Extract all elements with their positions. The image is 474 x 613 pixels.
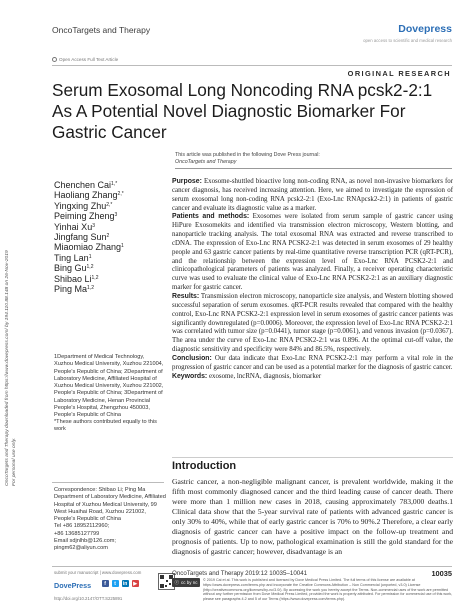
- publication-note-line: This article was published in the following Dove Press journal:: [175, 152, 320, 158]
- abstract-divider: [175, 168, 452, 169]
- author-affiliation-marker: 2,*: [117, 191, 124, 198]
- abstract: [172, 178, 453, 381]
- facebook-icon[interactable]: f: [102, 580, 109, 587]
- twitter-icon[interactable]: t: [112, 580, 119, 587]
- publisher-logo[interactable]: Dovepress: [398, 23, 452, 35]
- author-affiliation-marker: 3: [92, 222, 95, 229]
- youtube-icon[interactable]: ▶: [133, 580, 138, 587]
- author-affiliation-marker: 1: [121, 243, 124, 250]
- author-affiliation-marker: 2,*: [106, 201, 113, 208]
- footer-left: [54, 570, 164, 601]
- author-name: Chenchen Cai$^{1,*}$: [54, 180, 118, 190]
- download-watermark: [4, 118, 16, 486]
- header-divider: [52, 65, 452, 66]
- license-text: © 2019 Cai et al. This work is published and licensed by Dove Medical Press Limited. The full terms of this license are available at https://www.dovepress.com/terms.php and incorporate the Creative Commons Attribution – Non Commercial (unported, v3.0) License (http://creativecommons.org/licenses/by-nc/3.0/). By accessing the work you hereby accept the Terms. Non-commercial uses of the work are permitted without any further permission from Dove Medical Press Limited, provided the work is properly attributed. For permission for commercial use of this work, please see paragraphs 4.2 and 5 of our Terms (https://www.dovepress.com/terms.php).: [203, 578, 453, 602]
- author-affiliation-marker: 1,2: [87, 285, 94, 292]
- author-name: Ping Ma$^{1,2}$: [54, 284, 94, 295]
- author-name: Yingxing Zhu$^{2,*}$: [54, 200, 113, 211]
- correspondence: Correspondence: Shibao Li; Ping Ma Department of Laboratory Medicine, Affiliated Hospital of Xuzhou Medical University, 99 West Huaihai Road, Xuzhou 221002, People's Republic of China Tel +86 18952112960; +86 13685127799 Email sdjnlhb@126.com; pingm62@aliyun.com: [54, 487, 166, 552]
- author-affiliation-marker: 2: [106, 233, 110, 240]
- watermark-line-2: For personal use only.: [12, 437, 17, 486]
- page-number: 10035: [431, 569, 452, 578]
- author-name: Ting Lan$^1$: [54, 252, 92, 263]
- watermark-line-1: OncoTargets and Therapy downloaded from https://www.dovepress.com/ by 194.110.88.148 on 26-Nov-2019: [5, 250, 10, 486]
- author-name: Haoliang Zhang$^{2,*}$: [54, 190, 124, 201]
- publisher-tagline: open access to scientific and medical research: [363, 38, 452, 43]
- correspondence-divider: [52, 482, 164, 483]
- article-title: Serum Exosomal Long Noncoding RNA pcsk2-2:1 As A Potential Novel Diagnostic Biomarker For Gastric Cancer: [52, 80, 433, 142]
- author-name: Shibao Li$^{1,2}$: [54, 273, 99, 284]
- journal-name: OncoTargets and Therapy: [52, 25, 151, 35]
- footer-divider: [52, 566, 452, 567]
- author-affiliation-marker: 1,2: [91, 274, 99, 281]
- open-access-label: [52, 57, 118, 62]
- cc-license-badge[interactable]: [172, 578, 200, 587]
- author-name: Yinhai Xu$^3$: [54, 221, 95, 232]
- linkedin-icon[interactable]: in: [122, 580, 128, 587]
- section-heading: Introduction: [172, 460, 237, 472]
- intro-paragraph: Gastric cancer, a non-negligible malignant cancer, is prevalent worldwide, making it the fifth most commonly diagnosed cancer and the third leading cause of cancer death. There were more than 1 million new cases in 2018, causing approximately 783,000 deaths.1 Clinical data show that the 5-year survival rate of patients with advanced gastric cancer is only 30% to 40%, while that of early gastric cancer is 70% to 90%.2 Therefore, a clear early diagnosis of gastric cancer can have a positive impact on the follow-up treatment and prognosis of patients. Up to now, pathological examination is still the gold standard for the diagnosis of gastric cancer; however, disadvantage is an: [172, 477, 453, 556]
- affiliations: 1Department of Medical Technology, Xuzhou Medical University, Xuzhou 221004, People's Republic of China; 2Department of Laboratory Medicine, Affiliated Hospital of Xuzhou Medical University, Xuzhou 221002, People's Republic of China; 3Department of Laboratory Medicine, Henan Provincial People's Hospital, Zhengzhou 450003, People's Republic of China: [54, 354, 164, 419]
- footer-citation: OncoTargets and Therapy 2019:12 10035–10041: [172, 570, 308, 577]
- open-access-icon: [52, 57, 57, 62]
- author-name: Bing Gu$^{1,2}$: [54, 263, 94, 274]
- abstract-keywords: Keywords: exosome, lncRNA, diagnosis, biomarker: [172, 372, 322, 380]
- author-affiliation-marker: 1,*: [111, 181, 118, 187]
- abstract-purpose: Purpose: Exosome-shuttled bioactive long non-coding RNA, as novel non-invasive biomarkers for cancer diagnosis, has received increasing attention. Here, we aimed to investigate the expression of serum exosomal long non-coding RNA pcsk2-2:1 (Exo-Lnc RNApcsk2-2:1) in patients of gastric cancer and evaluate its diagnostic value as a marker.: [172, 178, 453, 212]
- author-list: [54, 180, 124, 294]
- author-affiliation-marker: 1,2: [86, 264, 94, 271]
- author-affiliation-marker: 1: [88, 253, 92, 260]
- author-name: Peiming Zheng$^3$: [54, 211, 118, 222]
- open-access-text: Open Access Full Text Article: [59, 57, 119, 62]
- author-name: Jingfang Sun$^2$: [54, 232, 110, 243]
- submit-link[interactable]: submit your manuscript | www.dovepress.com: [54, 570, 142, 575]
- equal-contribution-note: *These authors contributed equally to this work: [54, 419, 157, 433]
- abstract-results: Results: Transmission electron microscopy, nanoparticle size analysis, and Western blotting showed successful separation of serum exosomes. qRT-PCR results revealed that compared with the healthy control, Exo-Lnc RNA PCSK2-2:1 expression level in serum exosomes of gastric cancer patients was significantly downregulated (p=0.0006). Moreover, the expression level of Exo-Lnc RNA PCSK2-2:1 was correlated with tumor size (p=0.0441), tumor stage (p=0.0061), and venous invasion (p=0.0367). The area under the curve of Exo-Lnc RNA PCSK2-2:1 was 0.896. At the optimal cut-off value, the diagnostic sensitivity and specificity were 84% and 86.5%, respectively.: [172, 292, 453, 354]
- dovepress-logo[interactable]: DovePress: [54, 581, 92, 590]
- author-affiliation-marker: 3: [114, 212, 118, 219]
- author-name: Miaomiao Zhang$^1$: [54, 242, 124, 253]
- publication-note: [175, 152, 375, 166]
- social-links: [102, 580, 139, 587]
- abstract-methods: Patients and methods: Exosomes were isolated from serum sample of gastric cancer using HiPure Exosomekits and identified via transmission electron microscopy, Western blotting, and nanoparticle tracking analysis. The total exosomal RNA was extracted and reverse transcribed to cDNA. The expression of Exo-Lnc RNA PCSK2-2:1 was detected in serum exosomes of 29 healthy people and 63 gastric cancer patients by real-time quantitative reverse transcription PCR (qRT-PCR), and the relationship between the expression level of Exo-Lnc RNA PCSK2-2:1 and clinicopathological parameters of patients was analyzed. Finally, a receiver operating characteristic curve was used to evaluate the clinical value of Exo-Lnc RNA PCSK2-2:1 as an auxiliary diagnostic marker for gastric cancer.: [172, 213, 453, 292]
- cc-label: cc by nc: [180, 580, 198, 585]
- doi-link[interactable]: http://doi.org/10.2147/OTT.S225891: [54, 596, 123, 601]
- intro-divider: [172, 457, 453, 458]
- article-type: ORIGINAL RESEARCH: [347, 69, 451, 78]
- abstract-conclusion: Conclusion: Our data indicate that Exo-Lnc RNA PCSK2-2:1 may perform a vital role in the progression of gastric cancer and can be used as a potential marker for the diagnosis of gastric cancer.: [172, 354, 453, 371]
- publication-note-journal: OncoTargets and Therapy: [175, 159, 237, 165]
- cc-icon: ⓒ: [174, 579, 179, 585]
